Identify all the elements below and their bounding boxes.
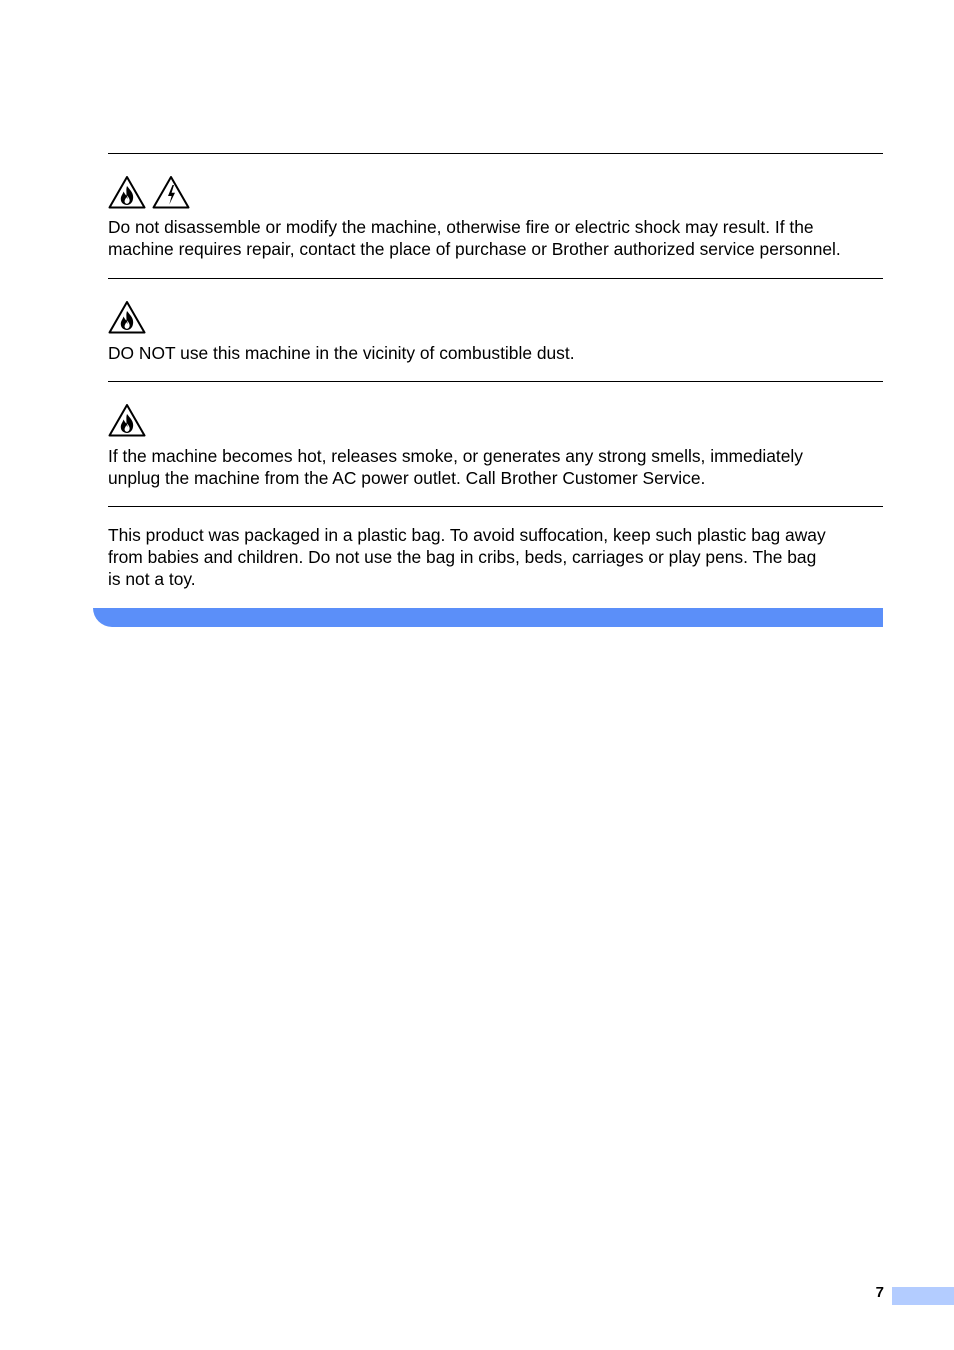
section-end-bar (93, 608, 883, 627)
section-divider (108, 278, 883, 279)
page-tab (892, 1287, 954, 1305)
fire-hazard-icon (108, 175, 146, 209)
section-divider (108, 381, 883, 382)
warning-icons (108, 403, 146, 437)
warning-text-plastic-bag: This product was packaged in a plastic bag. To avoid suffocation, keep such plastic bag away from babies and children. Do not use the bag in cribs, beds, carriages or play pens. The bag is not a toy. (108, 525, 826, 589)
warning-text-overheating: If the machine becomes hot, releases smoke, or generates any strong smells, immediately unplug the machine from the AC power outlet. Call Brother Customer Service. (108, 446, 803, 488)
section-divider (108, 153, 883, 154)
section-divider (108, 506, 883, 507)
warning-text-combustible-dust: DO NOT use this machine in the vicinity of combustible dust. (108, 343, 575, 363)
warning-text-disassemble: Do not disassemble or modify the machine, otherwise fire or electric shock may result. If the machine requires repair, contact the place of purchase or Brother authorized service personnel. (108, 217, 841, 259)
fire-hazard-icon (108, 403, 146, 437)
warning-icons (108, 175, 190, 209)
page-number: 7 (875, 1284, 884, 1301)
warning-icons (108, 300, 146, 334)
electric-shock-icon (152, 175, 190, 209)
fire-hazard-icon (108, 300, 146, 334)
